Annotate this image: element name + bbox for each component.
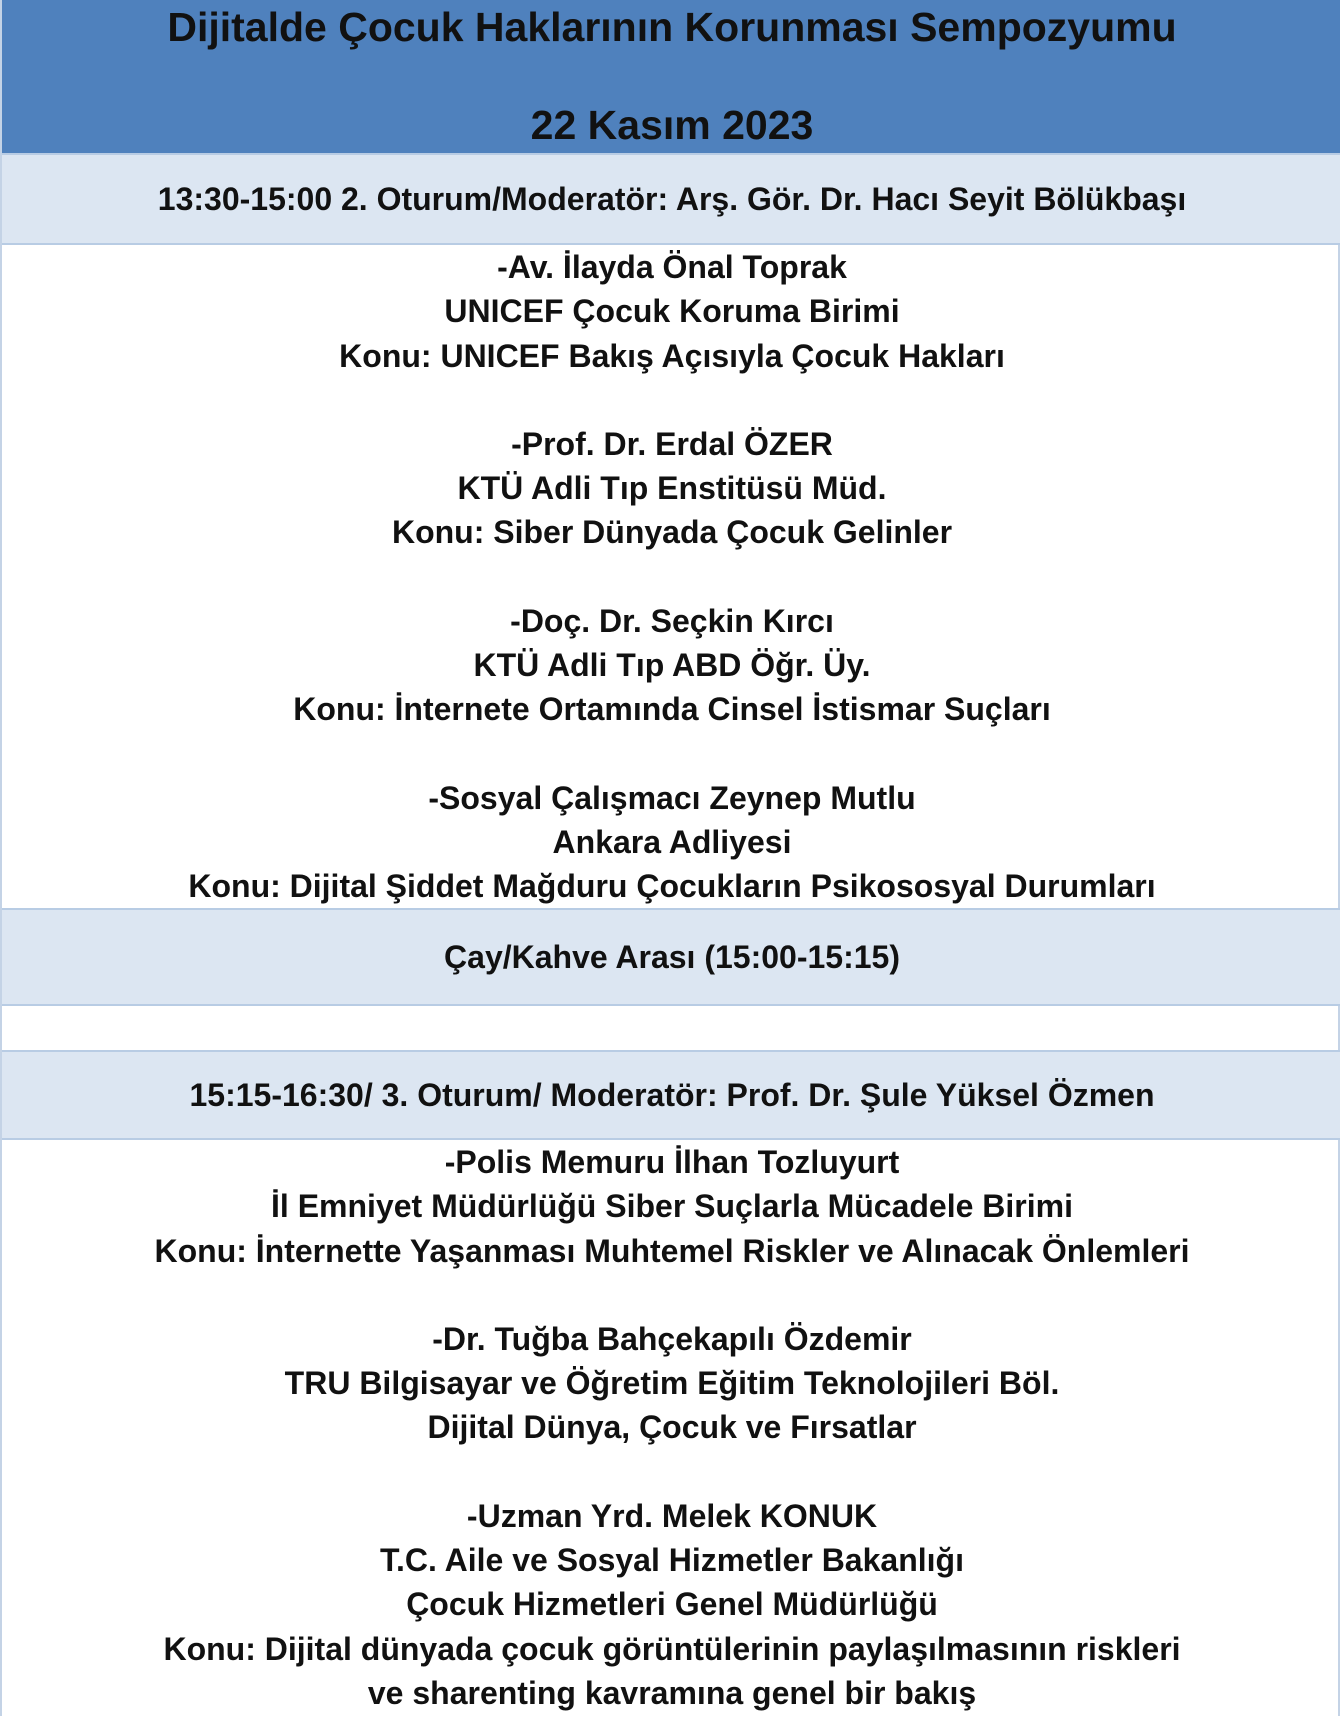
speaker-name: -Dr. Tuğba Bahçekapılı Özdemir [432, 1320, 912, 1357]
speaker-affiliation: KTÜ Adli Tıp Enstitüsü Müd. [457, 470, 887, 507]
speaker-name: -Prof. Dr. Erdal ÖZER [511, 425, 833, 462]
speaker-topic-line-2: ve sharenting kavramına genel bir bakış [367, 1674, 977, 1711]
speaker-topic: Konu: İnternette Yaşanması Muhtemel Riskler ve Alınacak Önlemleri [154, 1232, 1190, 1269]
symposium-title: Dijitalde Çocuk Haklarının Korunması Sempozyumu [167, 4, 1177, 50]
speaker-topic: Konu: Dijital dünyada çocuk görüntülerinin paylaşılmasının riskleri [163, 1630, 1181, 1667]
speaker-affiliation: KTÜ Adli Tıp ABD Öğr. Üy. [473, 647, 871, 684]
speaker-entry [2, 1317, 1340, 1450]
speaker-affiliation: İl Emniyet Müdürlüğü Siber Suçlarla Mücadele Birimi [271, 1188, 1073, 1225]
speaker-name: -Sosyal Çalışmacı Zeynep Mutlu [428, 779, 916, 816]
header-banner [2, 0, 1340, 153]
symposium-date: 22 Kasım 2023 [530, 102, 814, 148]
speaker-affiliation-line-2: Çocuk Hizmetleri Genel Müdürlüğü [406, 1586, 938, 1623]
session-3-speakers [2, 1140, 1340, 1715]
speaker-entry [2, 599, 1340, 732]
speaker-topic: Dijital Dünya, Çocuk ve Fırsatlar [427, 1409, 917, 1446]
speaker-entry [2, 245, 1340, 378]
speaker-entry [2, 776, 1340, 909]
speaker-name: -Uzman Yrd. Melek KONUK [466, 1497, 878, 1534]
speaker-name: -Av. İlayda Önal Toprak [497, 249, 847, 285]
session-3-heading: 15:15-16:30/ 3. Oturum/ Moderatör: Prof. Dr. Şule Yüksel Özmen [2, 1050, 1340, 1140]
speaker-entry [2, 1140, 1340, 1273]
speaker-name: -Doç. Dr. Seçkin Kırcı [510, 602, 834, 639]
speaker-entry [2, 1494, 1340, 1715]
session-2-speakers [2, 245, 1340, 909]
speaker-topic: Konu: Siber Dünyada Çocuk Gelinler [391, 514, 953, 551]
speaker-affiliation: T.C. Aile ve Sosyal Hizmetler Bakanlığı [380, 1542, 964, 1579]
speaker-topic: Konu: Dijital Şiddet Mağduru Çocukların Psikososyal Durumları [188, 868, 1156, 905]
speaker-affiliation: TRU Bilgisayar ve Öğretim Eğitim Teknolojileri Böl. [284, 1365, 1060, 1402]
speaker-topic: Konu: İnternete Ortamında Cinsel İstismar Suçları [293, 691, 1051, 728]
coffee-break-row: Çay/Kahve Arası (15:00-15:15) [2, 908, 1340, 1006]
session-2-heading: 13:30-15:00 2. Oturum/Moderatör: Arş. Gör. Dr. Hacı Seyit Bölükbaşı [2, 153, 1340, 245]
speaker-affiliation: UNICEF Çocuk Koruma Birimi [444, 293, 900, 330]
speaker-affiliation: Ankara Adliyesi [552, 823, 792, 860]
speaker-topic: Konu: UNICEF Bakış Açısıyla Çocuk Hakları [339, 337, 1005, 374]
speaker-name: -Polis Memuru İlhan Tozluyurt [444, 1144, 900, 1180]
speaker-entry [2, 422, 1340, 555]
